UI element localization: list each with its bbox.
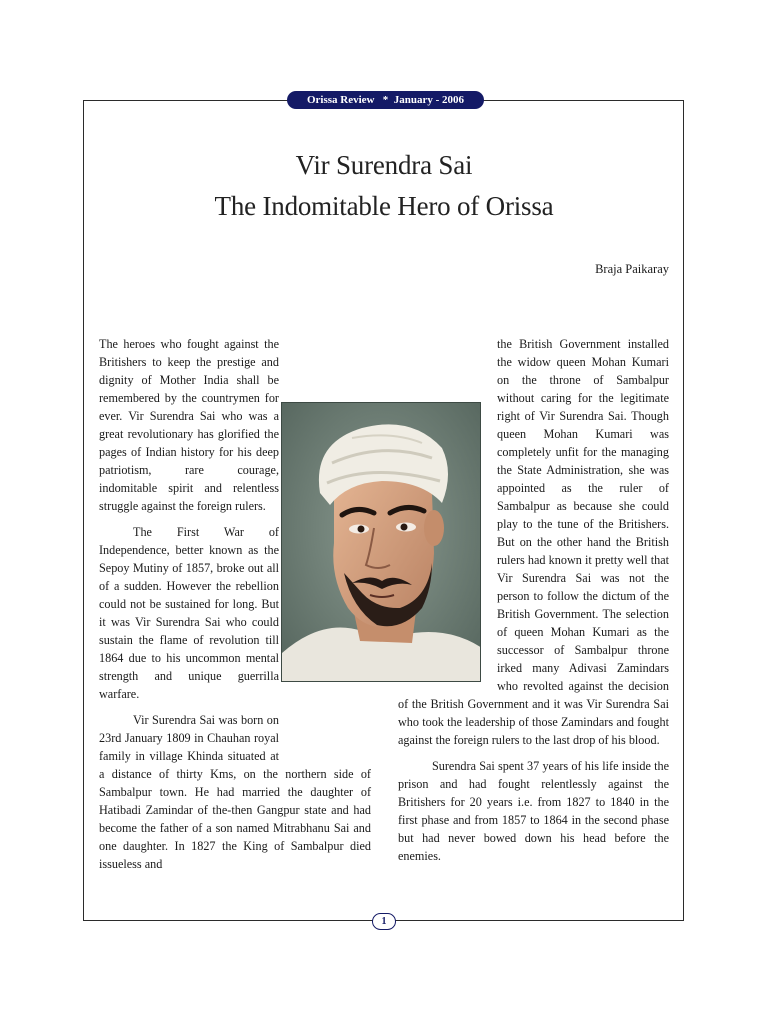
left-paragraph-1: The heroes who fought against the Britishers to keep the prestige and dignity of Mother India shall be remembered by the countrymen for ever. Vir Surendra Sai who was a great revolutionary has glorified the pages of Indian history for his deep patriotism, rare courage, indomitable spirit and relentless struggle against the foreign rulers.	[99, 337, 279, 513]
right-paragraph-1: the British Government installed the widow queen Mohan Kumari on the throne of Sambalpur without caring for the legitimate right of Vir Surendra Sai. Though queen Mohan Kumari was completely unfit for the managing the State Administration, she was appointed as the ruler of Sambalpur as because she could play to the tune of the Britishers. But on the other hand the British rulers had known it pretty well that Vir Surendra Sai was not the person to follow the dictum of the British Government. The selection of queen Mohan Kumari as the successor of Sambalpur throne irked many Adivasi Zamindars who revolted against the decision of the British Government and it was Vir Surendra Sai who took the leadership of those Zamindars and fought against the foreign rulers to the last drop of his blood.	[398, 337, 669, 747]
left-paragraph-2: The First War of Independence, better known as the Sepoy Mutiny of 1857, broke out all of a sudden. However the rebellion could not be sustained for long. But it was Vir Surendra Sai who could sustain the flame of revolution till 1864 due to his uncommon mental strength and unique guerrilla warfare.	[99, 525, 279, 701]
right-paragraph-2: Surendra Sai spent 37 years of his life inside the prison and had fought relentlessly against the Britishers for 20 years i.e. from 1827 to 1840 in the first phase and from 1857 to 1864 in the second phase but had never bowed down his head before the enemies.	[398, 759, 669, 863]
article-title-line2: The Indomitable Hero of Orissa	[214, 191, 554, 221]
left-paragraph-3: Vir Surendra Sai was born on 23rd January 1809 in Chauhan royal family in village Khinda situated at a distance of thirty Kms, on the northern side of Sambalpur town. He had married the daughter of Hatibadi Zamindar of the-then Gangpur state and had become the father of a son named Mitrabhanu Sai and one daughter. In 1827 the King of Sambalpur died issueless and	[99, 713, 371, 871]
page-number-badge: 1	[372, 913, 396, 930]
portrait-illustration	[282, 403, 481, 682]
author-name: Braja Paikaray	[595, 262, 669, 276]
journal-header-badge: Orissa Review * January - 2006	[287, 91, 484, 109]
article-title-line1: Vir Surendra Sai	[295, 150, 473, 180]
portrait-image	[281, 402, 481, 682]
